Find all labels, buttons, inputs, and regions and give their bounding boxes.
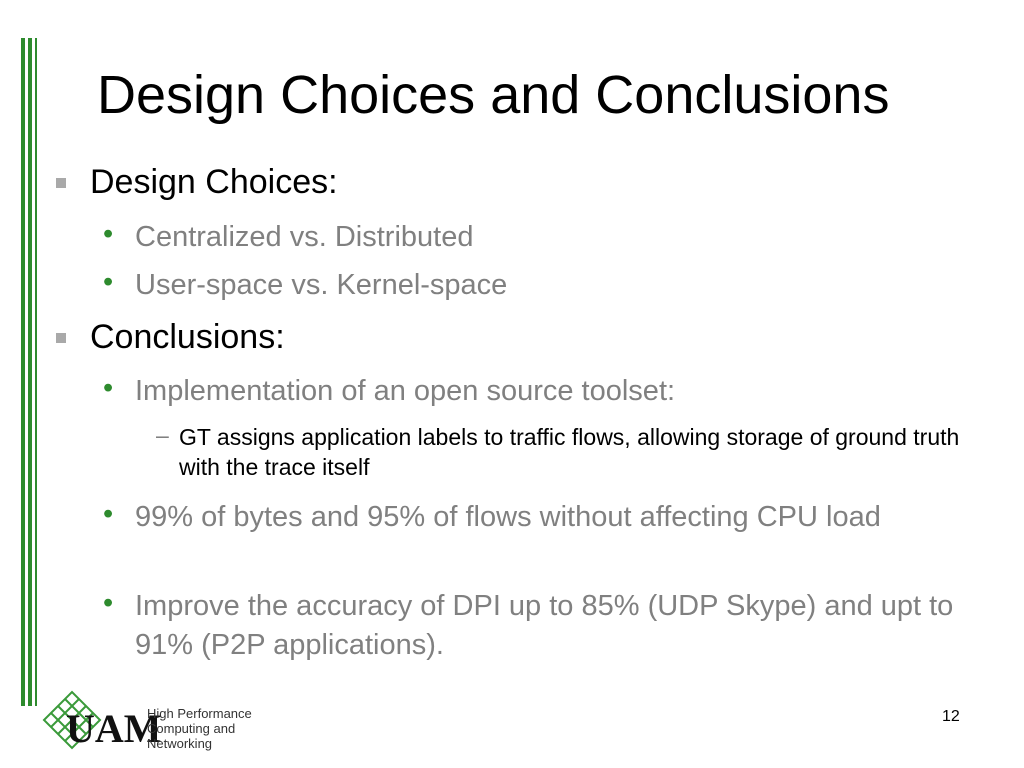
list-item: Improve the accuracy of DPI up to 85% (UDP Skype) and upt to 91% (P2P applications). [135,590,954,661]
sub-list-item: GT assigns application labels to traffic flows, allowing storage of ground truth with the trace itself [179,424,960,480]
list-item: Centralized vs. Distributed [135,221,474,253]
square-bullet-icon [56,333,66,343]
list-item: Implementation of an open source toolset: [135,375,676,407]
list-item: User-space vs. Kernel-space [135,269,508,301]
section-heading-conclusions: Conclusions: [90,318,285,356]
dot-bullet-icon: • [103,587,114,619]
square-bullet-icon [56,178,66,188]
logo-caption: High Performance Computing and Networking [147,706,252,751]
uam-logo [38,686,162,756]
dot-bullet-icon: • [103,218,114,250]
dot-bullet-icon: • [103,498,114,530]
list-item: 99% of bytes and 95% of flows without affecting CPU load [135,501,881,533]
logo-letters: UAM [66,706,162,751]
section-heading-design-choices: Design Choices: [90,163,338,201]
dot-bullet-icon: • [103,266,114,298]
dash-bullet-icon: – [156,422,169,448]
dot-bullet-icon: • [103,372,114,404]
page-number: 12 [942,708,960,725]
slide-title: Design Choices and Conclusions [97,65,890,125]
